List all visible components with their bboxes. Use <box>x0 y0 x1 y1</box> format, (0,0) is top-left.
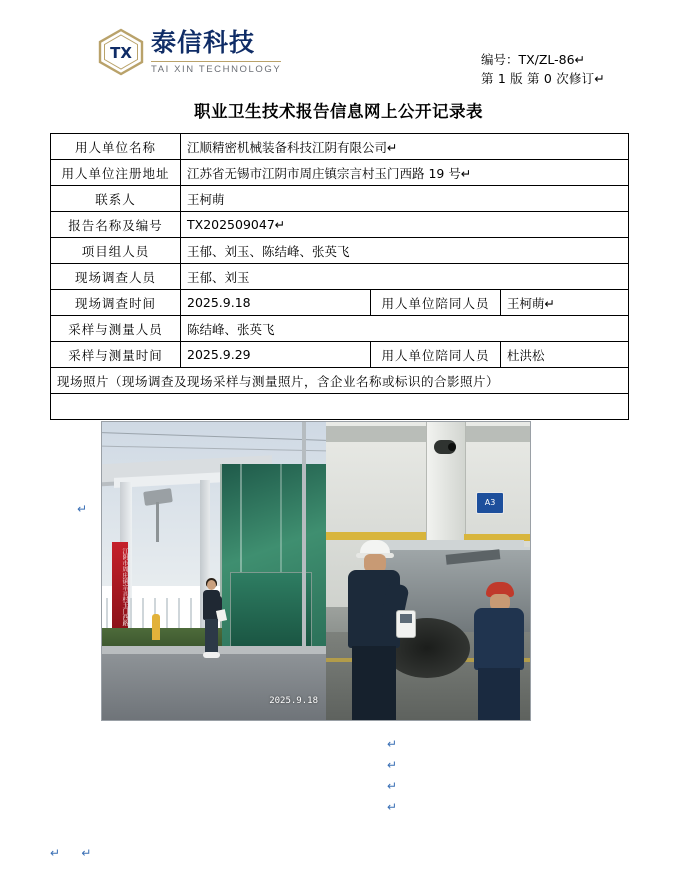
table-row-photos <box>51 394 629 420</box>
label-employer-name: 用人单位名称 <box>51 134 181 160</box>
value-survey-staff: 王郁、刘玉 <box>181 264 629 290</box>
value-survey-date: 2025.9.18 <box>181 290 371 316</box>
sampling-measurement-photo <box>326 422 530 720</box>
label-survey-date: 现场调查时间 <box>51 290 181 316</box>
value-sampling-date: 2025.9.29 <box>181 342 371 368</box>
value-sampling-accompany: 杜洪松 <box>501 342 629 368</box>
value-employer-name: 江顺精密机械装备科技江阴有限公司↵ <box>181 134 629 160</box>
banner-text: 江阴市周庄镇宗言村玉门西路 <box>112 542 128 628</box>
worker-red-helmet <box>472 582 528 720</box>
paragraph-mark: ↵ <box>387 737 398 751</box>
photo-section-label: 现场照片（现场调查及现场采样与测量照片，含企业名称或标识的合影照片） <box>51 368 629 394</box>
table-row <box>51 342 629 368</box>
paragraph-marks <box>57 734 622 818</box>
logo-mark-icon <box>97 28 145 76</box>
document-code-block <box>481 50 605 88</box>
document-version: 第 1 版 第 0 次修订↵ <box>480 71 605 86</box>
label-survey-accompany: 用人单位陪同人员 <box>371 290 501 316</box>
table-row <box>51 238 629 264</box>
svg-text:TX: TX <box>110 44 132 62</box>
document-header <box>0 0 677 92</box>
table-row <box>51 290 629 316</box>
paragraph-mark: ↵ <box>387 779 398 793</box>
record-form-table <box>50 133 629 814</box>
paragraph-mark: ↵ <box>387 800 398 814</box>
label-employer-address: 用人单位注册地址 <box>51 160 181 186</box>
label-survey-staff: 现场调查人员 <box>51 264 181 290</box>
paragraph-mark: ↵ <box>387 758 398 772</box>
table-row <box>51 186 629 212</box>
bottom-paragraph-marks <box>50 846 109 860</box>
value-sampling-staff: 陈结峰、张英飞 <box>181 316 629 342</box>
value-report-name-number: TX202509047↵ <box>181 212 629 238</box>
value-project-team: 王郁、刘玉、陈结峰、张英飞 <box>181 238 629 264</box>
photo-group <box>101 421 531 721</box>
photo-cell <box>51 394 629 814</box>
worker-with-meter <box>344 540 404 720</box>
document-number: 编号：TX/ZL-86↵ <box>480 52 586 67</box>
label-report-name-number: 报告名称及编号 <box>51 212 181 238</box>
site-survey-photo <box>102 422 326 720</box>
company-logo <box>97 28 281 76</box>
value-survey-accompany: 王柯萌↵ <box>501 290 629 316</box>
logo-english-text: TAI XIN TECHNOLOGY <box>151 61 281 75</box>
photo-date-stamp: 2025.9.18 <box>269 696 318 706</box>
label-contact-person: 联系人 <box>51 186 181 212</box>
value-contact-person: 王柯萌 <box>181 186 629 212</box>
paragraph-mark: ↵ <box>50 846 61 860</box>
measurement-device <box>396 610 416 638</box>
table-row <box>51 368 629 394</box>
label-sampling-accompany: 用人单位陪同人员 <box>371 342 501 368</box>
table-row <box>51 316 629 342</box>
camera-icon <box>434 440 456 454</box>
value-employer-address: 江苏省无锡市江阴市周庄镇宗言村玉门西路 19 号↵ <box>181 160 629 186</box>
table-row <box>51 212 629 238</box>
paragraph-mark: ↵ <box>77 502 88 516</box>
label-sampling-date: 采样与测量时间 <box>51 342 181 368</box>
table-row <box>51 264 629 290</box>
label-project-team: 项目组人员 <box>51 238 181 264</box>
label-sampling-staff: 采样与测量人员 <box>51 316 181 342</box>
table-row <box>51 160 629 186</box>
person-figure <box>198 580 224 664</box>
table-row <box>51 134 629 160</box>
page-title: 职业卫生技术报告信息网上公开记录表 <box>194 102 483 121</box>
logo-chinese-text: 泰信科技 <box>151 28 256 57</box>
zone-sign: A3 <box>476 492 504 514</box>
paragraph-mark: ↵ <box>81 846 92 860</box>
